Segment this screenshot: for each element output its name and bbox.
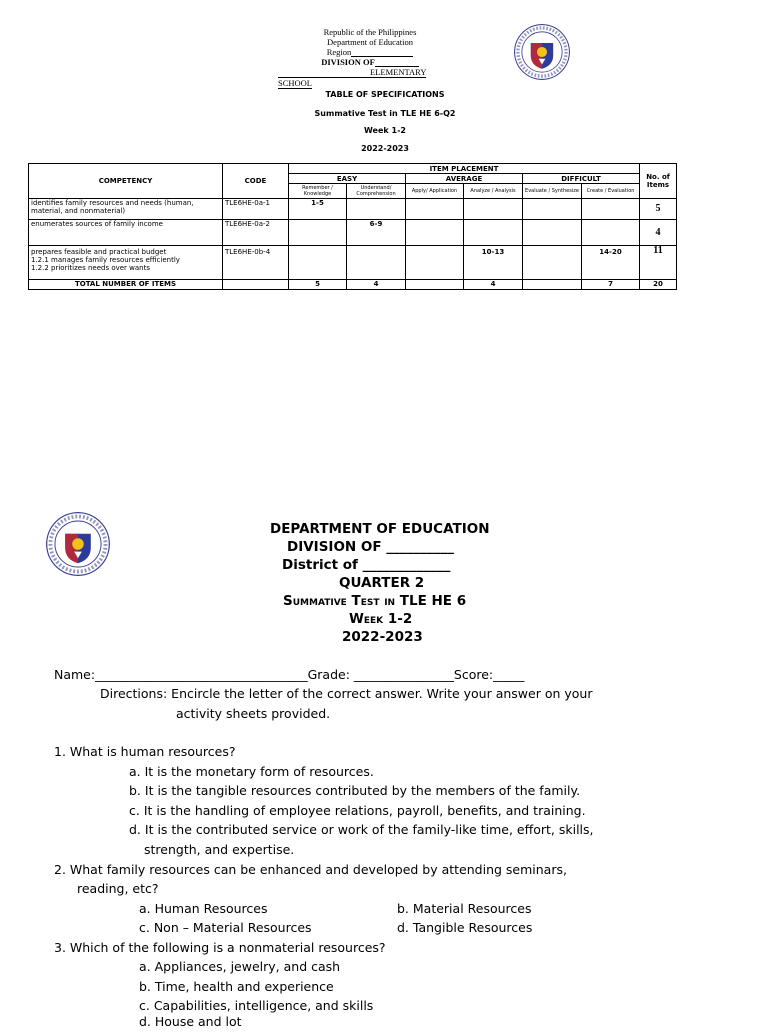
level-analyze: Analyze / Analysis — [464, 184, 523, 199]
deped-line: DEPARTMENT OF EDUCATION — [270, 521, 490, 537]
header-competency: COMPETENCY — [29, 164, 223, 199]
row-cell — [523, 246, 582, 280]
header-no-of-items: No. of Items — [640, 164, 677, 199]
region-blank — [351, 47, 413, 57]
table-row — [29, 246, 677, 280]
level-apply: Apply/ Application — [406, 184, 464, 199]
total-cell: 4 — [347, 280, 406, 290]
header-difficult: DIFFICULT — [523, 174, 640, 184]
department-line: Department of Education — [327, 37, 413, 47]
question-1-choice-c: c. It is the handling of employee relations, payroll, benefits, and training. — [129, 803, 586, 818]
year-title: 2022-2023 — [361, 144, 409, 153]
tos-title: TABLE OF SPECIFICATIONS — [325, 90, 445, 99]
row-cell — [406, 246, 464, 280]
row-cell: 1-5 — [289, 199, 347, 220]
question-3-stem: 3. Which of the following is a nonmaterial resources? — [54, 940, 386, 955]
question-3-choice-d: d. House and lot — [139, 1014, 242, 1029]
row-cell — [464, 220, 523, 246]
row-code: TLE6HE-0a-1 — [223, 199, 289, 220]
row-competency: prepares feasible and practical budget 1.2.1 manages family resources efficiently 1.2.2 prioritizes needs over wants — [29, 246, 223, 280]
row-cell — [406, 199, 464, 220]
division-label: DIVISION OF — [321, 57, 375, 67]
question-1-choice-b: b. It is the tangible resources contributed by the members of the family. — [129, 783, 581, 798]
row-cell: 6-9 — [347, 220, 406, 246]
question-3-choice-a: a. Appliances, jewelry, and cash — [139, 959, 341, 974]
region-line — [280, 47, 460, 57]
question-3-choice-c: c. Capabilities, intelligence, and skills — [139, 998, 374, 1013]
question-2-stem: 2. What family resources can be enhanced and developed by attending seminars, — [54, 862, 567, 877]
row-total: 5 — [640, 199, 677, 220]
question-2-choice-c: c. Non – Material Resources — [139, 920, 312, 935]
region-label: Region — [326, 47, 352, 57]
level-understand: Understand/ Comprehension — [347, 184, 406, 199]
division-line: DIVISION OF __________ — [287, 539, 454, 555]
question-1-choice-d-cont: strength, and expertise. — [144, 842, 295, 857]
school-line — [278, 67, 460, 88]
test-title: Summative Test in TLE HE 6-Q2 — [314, 109, 456, 118]
table-row — [29, 199, 677, 220]
directions-line-1: Directions: Encircle the letter of the correct answer. Write your answer on your — [100, 686, 593, 701]
row-cell: 10-13 — [464, 246, 523, 280]
row-cell — [582, 199, 640, 220]
question-2-choice-d: d. Tangible Resources — [397, 920, 533, 935]
week-line: Week 1-2 — [349, 611, 413, 627]
header-item-placement: ITEM PLACEMENT — [289, 164, 640, 174]
question-1-stem: 1. What is human resources? — [54, 744, 236, 759]
total-code — [223, 280, 289, 290]
level-remember: Remember / Knowledge — [289, 184, 347, 199]
row-competency: enumerates sources of family income — [29, 220, 223, 246]
division-blank — [375, 57, 419, 67]
row-code: TLE6HE-0a-2 — [223, 220, 289, 246]
row-cell — [289, 220, 347, 246]
question-2-choice-a: a. Human Resources — [139, 901, 268, 916]
question-1-choice-d: d. It is the contributed service or work of the family-like time, effort, skills, — [129, 822, 594, 837]
deped-seal-icon — [514, 24, 570, 80]
level-evaluate: Evaluate / Synthesize — [523, 184, 582, 199]
letterhead-page2 — [262, 520, 512, 646]
deped-seal-icon — [46, 512, 110, 576]
row-cell — [347, 246, 406, 280]
question-2-stem-cont: reading, etc? — [77, 881, 159, 896]
test-title-line: Summative Test in TLE HE 6 — [283, 593, 467, 609]
division-line — [280, 57, 460, 67]
grand-total: 20 — [640, 280, 677, 290]
row-cell — [464, 199, 523, 220]
total-cell — [523, 280, 582, 290]
row-code: TLE6HE-0b-4 — [223, 246, 289, 280]
row-cell: 14-20 — [582, 246, 640, 280]
total-label: TOTAL NUMBER OF ITEMS — [29, 280, 223, 290]
specification-table — [28, 163, 677, 290]
level-create: Create / Evaluation — [582, 184, 640, 199]
question-3-choice-b: b. Time, health and experience — [139, 979, 334, 994]
table-row — [29, 220, 677, 246]
header-average: AVERAGE — [406, 174, 523, 184]
row-cell — [523, 199, 582, 220]
quarter-line: QUARTER 2 — [339, 575, 425, 591]
total-cell: 7 — [582, 280, 640, 290]
republic-line: Republic of the Philippines — [323, 27, 417, 37]
question-2-choice-b: b. Material Resources — [397, 901, 532, 916]
row-total: 4 — [640, 220, 677, 246]
row-total: 11 — [640, 246, 677, 280]
row-cell — [347, 199, 406, 220]
row-competency: identifies family resources and needs (human, material, and nonmaterial) — [29, 199, 223, 220]
letterhead-page1 — [280, 27, 460, 88]
row-cell — [582, 220, 640, 246]
row-cell — [523, 220, 582, 246]
total-cell: 5 — [289, 280, 347, 290]
header-code: CODE — [223, 164, 289, 199]
total-cell — [406, 280, 464, 290]
name-grade-score-line: Name:__________________________________Grade: ________________Score:_____ — [54, 667, 525, 682]
year-line: 2022-2023 — [342, 629, 423, 645]
header-easy: EASY — [289, 174, 406, 184]
school-label: ELEMENTARY SCHOOL — [278, 67, 427, 88]
total-cell: 4 — [464, 280, 523, 290]
total-row — [29, 280, 677, 290]
directions-line-2: activity sheets provided. — [176, 706, 331, 721]
week-title: Week 1-2 — [364, 126, 406, 135]
row-cell — [406, 220, 464, 246]
school-blank — [278, 68, 370, 78]
question-1-choice-a: a. It is the monetary form of resources. — [129, 764, 374, 779]
row-cell — [289, 246, 347, 280]
district-line: District of _____________ — [282, 557, 451, 573]
